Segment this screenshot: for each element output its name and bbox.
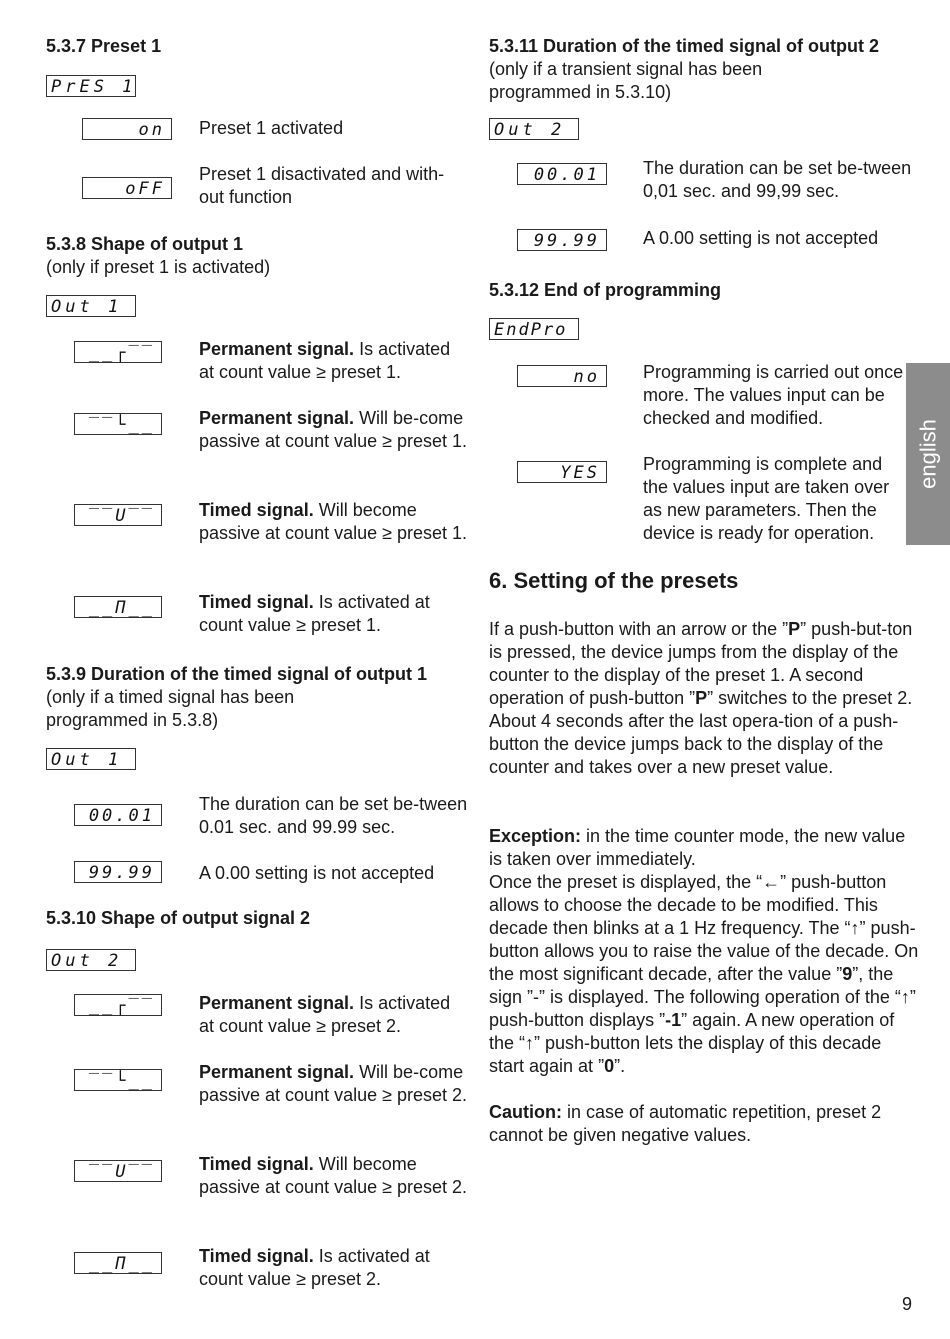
display-endpro: EndPro [489,318,579,340]
display-shape-u: ‾‾U‾‾ [74,504,162,526]
arrow-up-icon: ↑ [850,918,860,938]
display-shape-pi-2: __Π__ [74,1252,162,1274]
desc-preset1-disactivated: Preset 1 disactivated and with-out function [199,164,445,207]
desc-not-accepted-2: A 0.00 setting is not accepted [643,228,879,248]
paragraph-intro: If a push-button with an arrow or the ”P” push-but-ton is pressed, the device jumps from the display of the counter to the display of the preset 1. A second operation of push-button ”P” switches to the preset 2. About 4 seconds after the last opera-tion of a push-button the device jumps back to the display of the counter and takes over a new preset value. [489,619,913,777]
heading-5-3-10: 5.3.10 Shape of output signal 2 [46,908,311,928]
display-9999: 99.99 [74,861,162,883]
heading-5-3-11: 5.3.11 Duration of the timed signal of output 2 [489,36,880,56]
display-shape-pi: __Π__ [74,596,162,618]
display-off: oFF [82,177,172,199]
subtitle-5-3-9: (only if a timed signal has been programmed in 5.3.8) [46,687,295,730]
desc-duration-range: The duration can be set be-tween 0.01 sec. and 99.99 sec. [199,794,468,837]
desc-duration-range-2: The duration can be set be-tween 0,01 sec. and 99,99 sec. [643,158,912,201]
arrow-left-icon: ← [762,872,781,892]
desc-not-accepted: A 0.00 setting is not accepted [199,863,435,883]
display-on: on [82,118,172,140]
desc-permanent-activated-2: Permanent signal. Is activated at count value ≥ preset 2. [199,993,451,1036]
display-shape-fall: ‾‾└__ [74,413,162,435]
paragraph-exception: Exception: in the time counter mode, the new value is taken over immediately. Once the preset is displayed, the “←” push-button allows to choose the decade to be modified. This decade then blinks at a 1 Hz frequency. The “↑” push-button allows you to raise the value of the decade. On the most significant decade, after the value ”9”, the sign ”-” is displayed. The following operation of the “↑” push-button displays ”-1” again. A new operation of the “↑” push-button lets the display of this decade start again at ”0”. [489,826,919,1076]
display-yes: YES [517,461,607,483]
display-out1-b: Out 1 [46,748,136,770]
language-tab [906,363,950,545]
desc-timed-passive-2: Timed signal. Will become passive at count value ≥ preset 2. [199,1154,468,1197]
desc-timed-passive: Timed signal. Will become passive at count value ≥ preset 1. [199,500,468,543]
display-no: no [517,365,607,387]
desc-timed-activated-2: Timed signal. Is activated at count value ≥ preset 2. [199,1246,430,1289]
display-0001-b: 00.01 [517,163,607,185]
display-shape-fall-2: ‾‾└__ [74,1069,162,1091]
display-out1: Out 1 [46,295,136,317]
arrow-up-icon: ↑ [525,1033,535,1053]
desc-permanent-activated: Permanent signal. Is activated at count value ≥ preset 1. [199,339,451,382]
display-0001: 00.01 [74,804,162,826]
desc-timed-activated: Timed signal. Is activated at count value ≥ preset 1. [199,592,430,635]
heading-5-3-7: 5.3.7 Preset 1 [46,36,162,56]
display-shape-rise: __┌‾‾ [74,341,162,363]
display-shape-rise-2: __┌‾‾ [74,994,162,1016]
desc-programming-complete: Programming is complete and the values input are taken over as new parameters. Then the device is ready for operation. [643,454,890,543]
display-shape-u-2: ‾‾U‾‾ [74,1160,162,1182]
heading-section-6: 6. Setting of the presets [489,568,739,593]
desc-preset1-activated: Preset 1 activated [199,118,344,138]
display-out2-b: Out 2 [489,118,579,140]
desc-programming-once-more: Programming is carried out once more. The values input can be checked and modified. [643,362,904,428]
heading-5-3-12: 5.3.12 End of programming [489,280,722,300]
subtitle-5-3-8: (only if preset 1 is activated) [46,257,271,277]
heading-5-3-9: 5.3.9 Duration of the timed signal of output 1 [46,664,428,684]
paragraph-caution: Caution: in case of automatic repetition, preset 2 cannot be given negative values. [489,1102,882,1145]
subtitle-5-3-11: (only if a transient signal has been programmed in 5.3.10) [489,59,763,102]
heading-5-3-8: 5.3.8 Shape of output 1 [46,234,244,254]
display-9999-b: 99.99 [517,229,607,251]
desc-permanent-passive: Permanent signal. Will be-come passive at count value ≥ preset 1. [199,408,468,451]
language-tab-label: english [915,419,941,489]
page-number: 9 [902,1294,913,1314]
arrow-up-icon: ↑ [900,987,910,1007]
desc-permanent-passive-2: Permanent signal. Will be-come passive at count value ≥ preset 2. [199,1062,468,1105]
display-out2: Out 2 [46,949,136,971]
display-pres1: PrES 1 [46,75,136,97]
